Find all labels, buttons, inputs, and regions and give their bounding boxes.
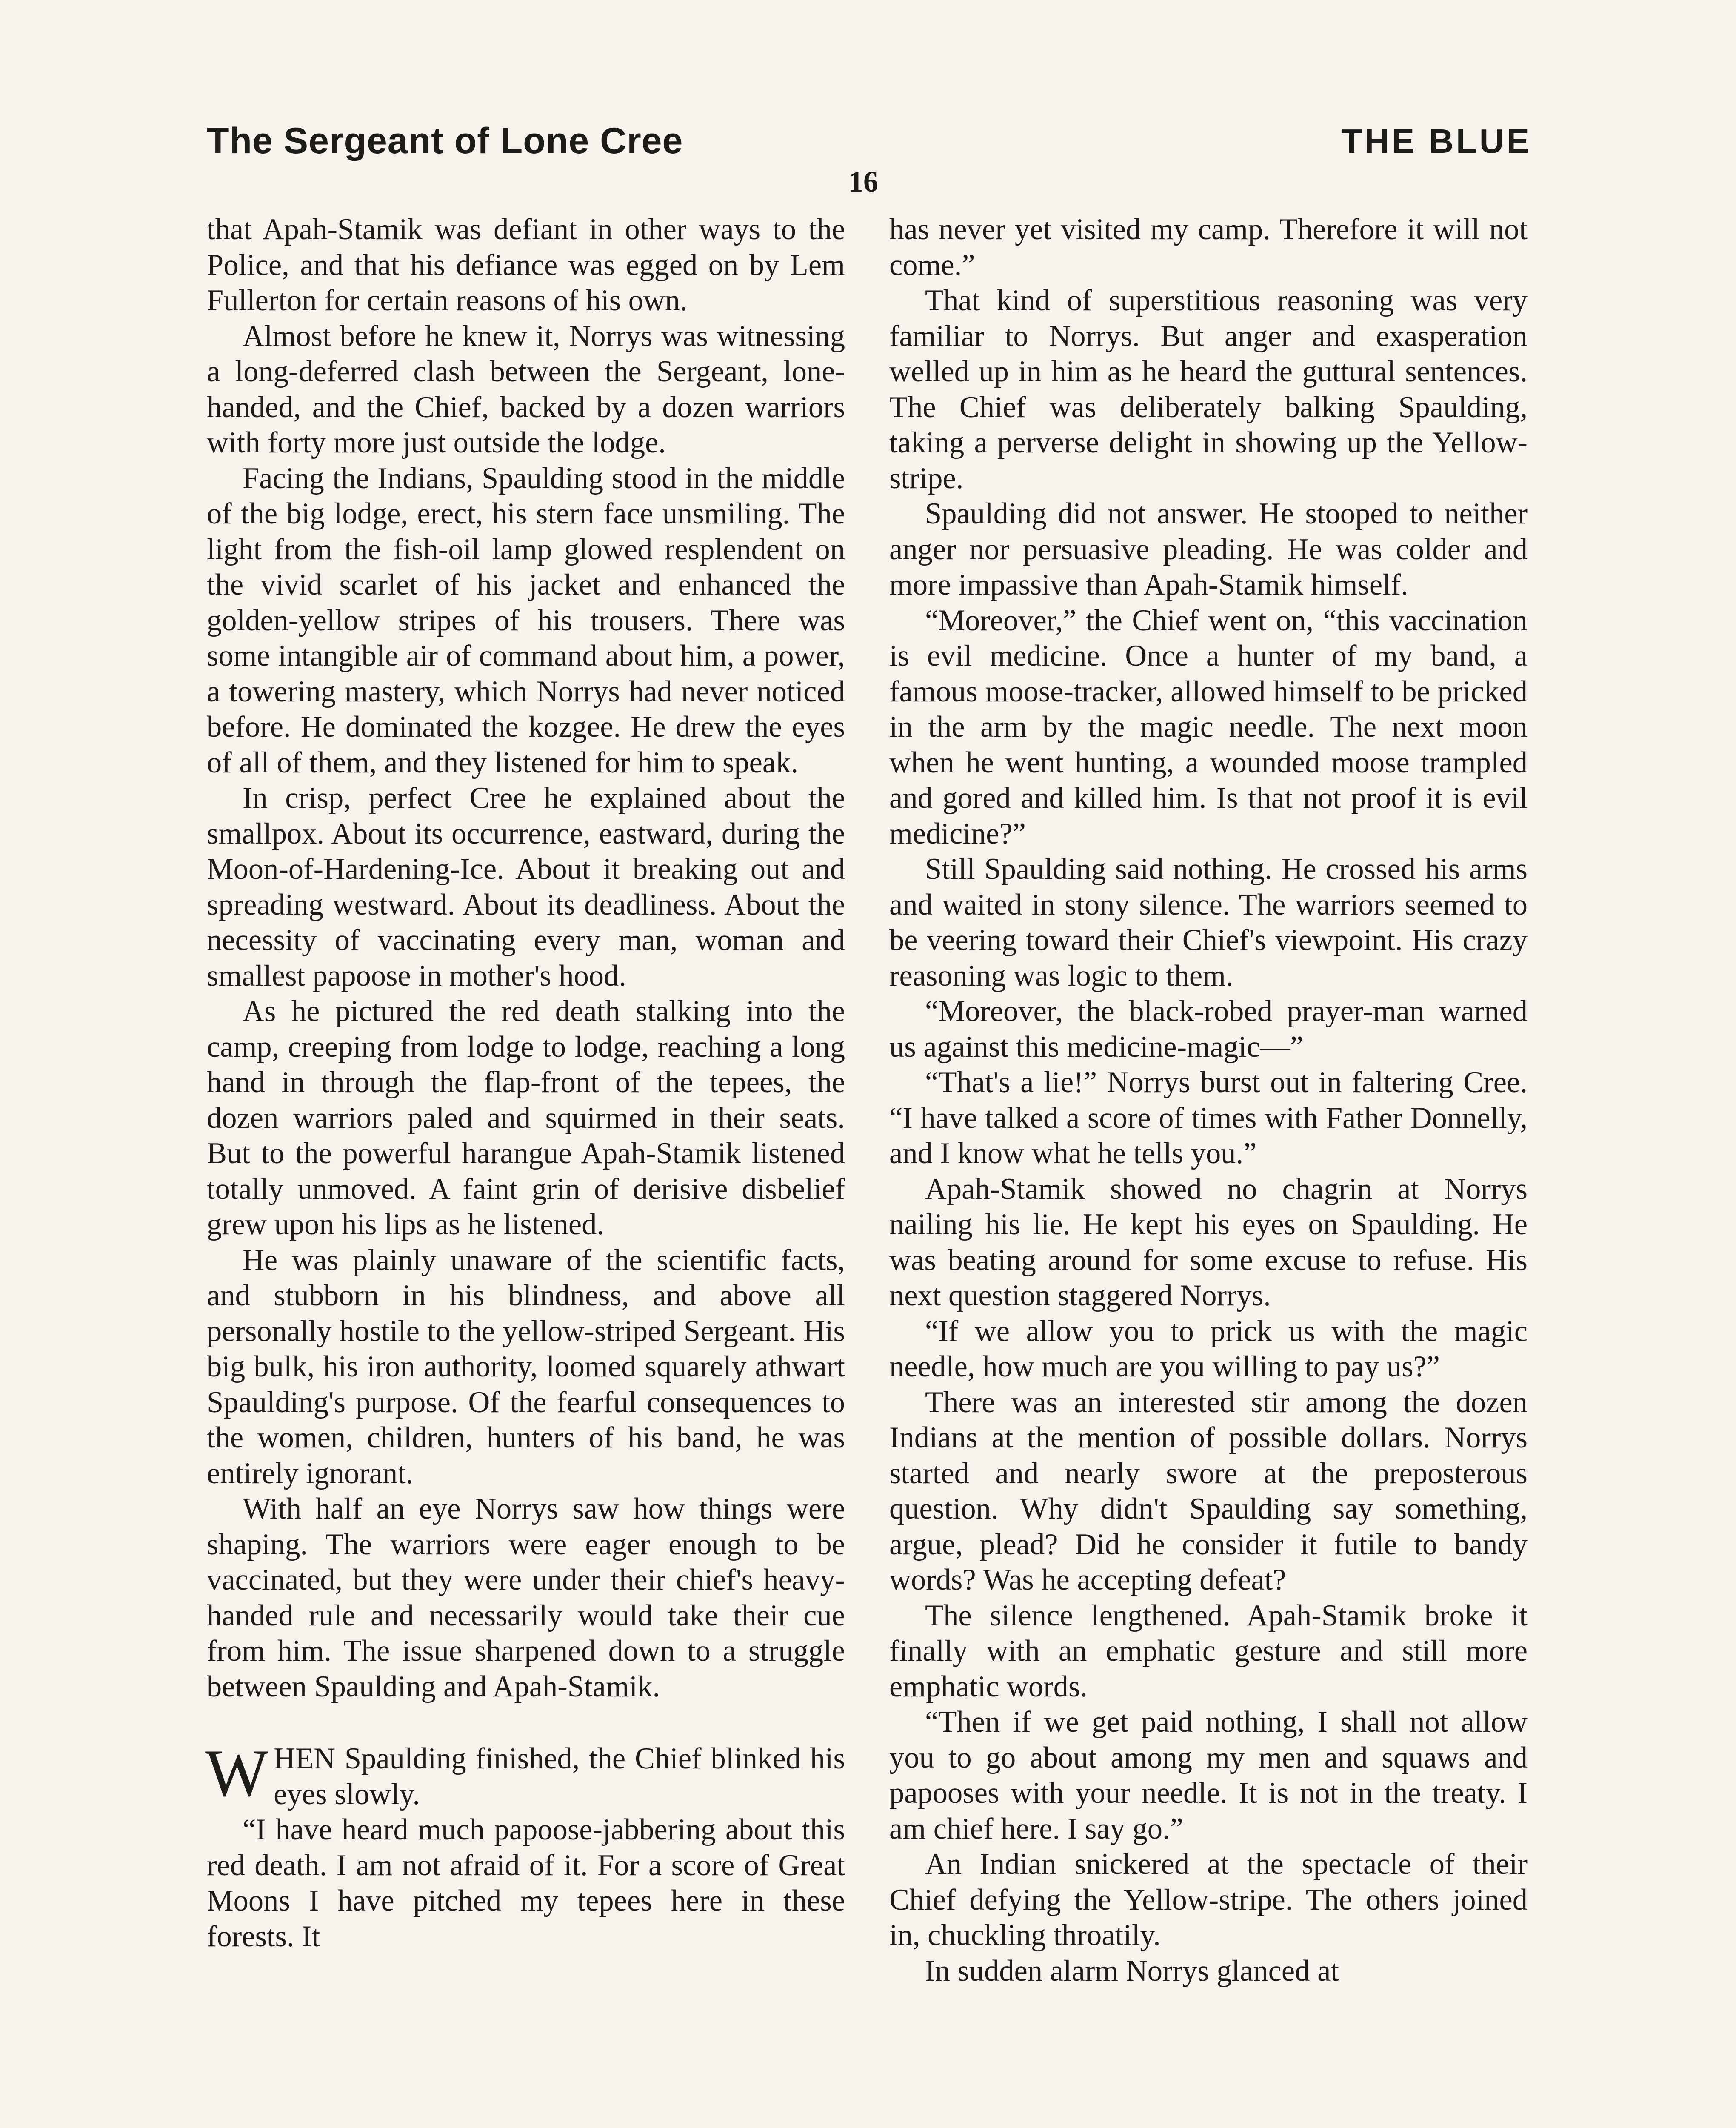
paragraph: With half an eye Norrys saw how things were shaping. The warriors were eager enough to be vaccinated, but they were under their chief's heavy-handed rule and necessarily would take their cue from him. The issue sharpened down to a struggle between Spaulding and Apah-Stamik. <box>207 1492 845 1703</box>
dropcap-paragraph-text: HEN Spaulding finished, the Chief blinked his eyes slowly. <box>274 1742 845 1811</box>
paragraph: In sudden alarm Norrys glanced at <box>925 1954 1339 1988</box>
paragraph: “Moreover,” the Chief went on, “this vaccination is evil medicine. Once a hunter of my band, a famous moose-tracker, allowed himself to be pricked in the arm by the magic needle. The next moon when he went hunting, a wounded moose trampled and gored and killed him. Is that not proof it is evil medicine?” <box>889 604 1528 850</box>
paragraph: That kind of superstitious reasoning was very familiar to Norrys. But anger and exasperation welled up in him as he heard the guttural sentences. The Chief was deliberately balking Spaulding, taking a perverse delight in showing up the Yellow-stripe. <box>889 284 1528 495</box>
drop-cap: W <box>205 1736 269 1811</box>
paragraph: that Apah-Stamik was defiant in other ways to the Police, and that his defiance was egged on by Lem Fullerton for certain reasons of his own. <box>207 213 845 317</box>
paragraph: “If we allow you to prick us with the magic needle, how much are you willing to pay us?” <box>889 1314 1528 1383</box>
paragraph: An Indian snickered at the spectacle of their Chief defying the Yellow-stripe. The others joined in, chuckling throatily. <box>889 1848 1528 1952</box>
page-number: 16 <box>848 166 878 198</box>
paragraph: Spaulding did not answer. He stooped to neither anger nor persuasive pleading. He was colder and more impassive than Apah-Stamik himself. <box>889 497 1528 601</box>
paragraph: The silence lengthened. Apah-Stamik broke it finally with an emphatic gesture and still more emphatic words. <box>889 1599 1528 1703</box>
paragraph: “Moreover, the black-robed prayer-man warned us against this medicine-magic—” <box>889 995 1528 1064</box>
paragraph: There was an interested stir among the dozen Indians at the mention of possible dollars. Norrys started and nearly swore at the preposterous question. Why didn't Spaulding say something, argue, plead? Did he consider it futile to bandy words? Was he accepting defeat? <box>889 1385 1528 1596</box>
paragraph: As he pictured the red death stalking into the camp, creeping from lodge to lodge, reaching a long hand in through the flap-front of the tepees, the dozen warriors paled and squirmed in their seats. But to the powerful harangue Apah-Stamik listened totally unmoved. A faint grin of derisive disbelief grew upon his lips as he listened. <box>207 995 845 1241</box>
paragraph: has never yet visited my camp. Therefore it will not come.” <box>889 213 1528 282</box>
magazine-name: THE BLUE <box>1341 122 1532 160</box>
paragraph: “I have heard much papoose-jabbering about this red death. I am not afraid of it. For a score of Great Moons I have pitched my tepees here in these forests. It <box>207 1813 845 1953</box>
paragraph: In crisp, perfect Cree he explained about the smallpox. About its occurrence, eastward, during the Moon-of-Hardening-Ice. About it breaking out and spreading westward. About its deadliness. About the necessity of vaccinating every man, woman and smallest papoose in mother's hood. <box>207 781 845 992</box>
paragraph: “That's a lie!” Norrys burst out in faltering Cree. “I have talked a score of times with Father Donnelly, and I know what he tells you.” <box>889 1066 1528 1170</box>
paragraph: Apah-Stamik showed no chagrin at Norrys nailing his lie. He kept his eyes on Spaulding. He was beating around for some excuse to refuse. His next question staggered Norrys. <box>889 1172 1528 1312</box>
story-title: The Sergeant of Lone Cree <box>207 120 683 161</box>
paragraph: “Then if we get paid nothing, I shall not allow you to go about among my men and squaws and papooses with your needle. It is not in the treaty. I am chief here. I say go.” <box>889 1705 1528 1845</box>
paragraph: Still Spaulding said nothing. He crossed his arms and waited in stony silence. The warriors seemed to be veering toward their Chief's viewpoint. His crazy reasoning was logic to them. <box>889 852 1528 992</box>
paragraph: Facing the Indians, Spaulding stood in the middle of the big lodge, erect, his stern face unsmiling. The light from the fish-oil lamp glowed resplendent on the vivid scarlet of his jacket and enhanced the golden-yellow stripes of his trousers. There was some intangible air of command about him, a power, a towering mastery, which Norrys had never noticed before. He dominated the kozgee. He drew the eyes of all of them, and they listened for him to speak. <box>207 461 845 779</box>
section-break <box>207 1705 845 1741</box>
left-column <box>207 212 845 1954</box>
paragraph: Almost before he knew it, Norrys was witnessing a long-deferred clash between the Sergeant, lone-handed, and the Chief, backed by a dozen warriors with forty more just outside the lodge. <box>207 319 845 459</box>
right-column <box>889 212 1528 1989</box>
paragraph: He was plainly unaware of the scientific facts, and stubborn in his blindness, and above all personally hostile to the yellow-striped Sergeant. His big bulk, his iron authority, loomed squarely athwart Spaulding's purpose. Of the fearful consequences to the women, children, hunters of his band, he was entirely ignorant. <box>207 1243 845 1490</box>
dropcap-paragraph <box>205 1736 845 1812</box>
